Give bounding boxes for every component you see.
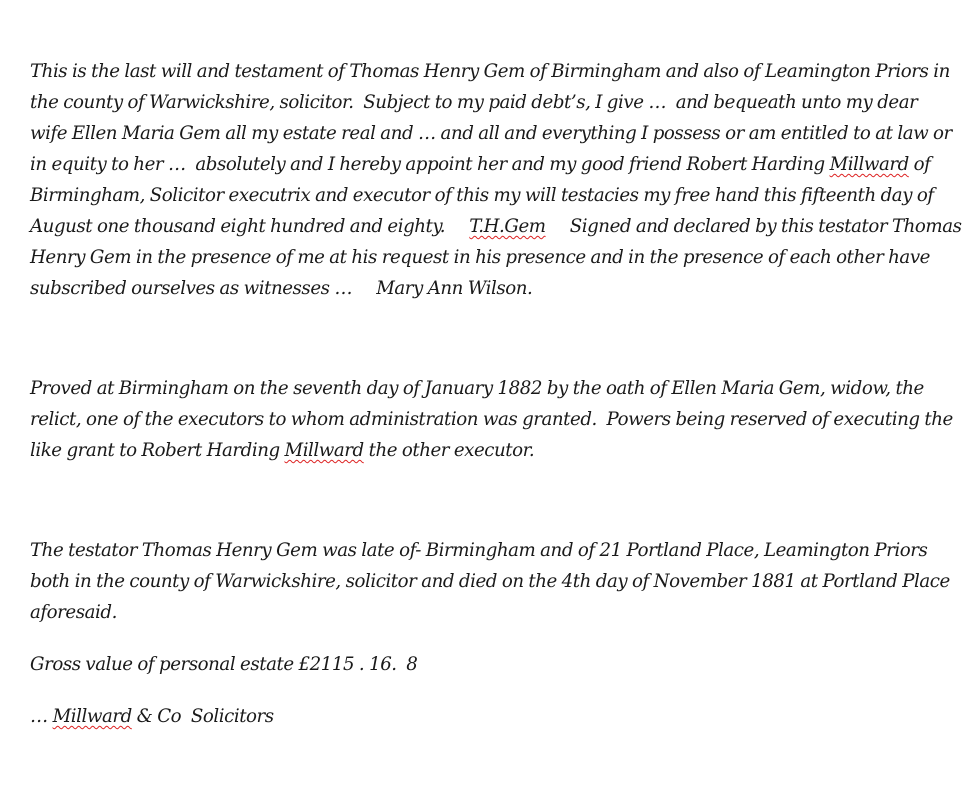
will-line-3: wife Ellen Maria Gem all my estate real and … and all and everything I possess or am entitled to at law or (30, 123, 952, 144)
will-line-2: the county of Warwickshire, solicitor. Subject to my paid debt’s, I give … and bequeath unto my dear (30, 92, 918, 113)
testator-line-3: aforesaid. (30, 602, 117, 623)
solicitors-prefix: … (30, 706, 53, 727)
solicitors-suffix: & Co Solicitors (131, 706, 274, 727)
will-line-1: This is the last will and testament of Thomas Henry Gem of Birmingham and also of Leamington Priors in (30, 61, 950, 82)
will-line-7: Henry Gem in the presence of me at his request in his presence and in the presence of each other have (30, 247, 930, 268)
probate-line-3-end: the other executor. (363, 440, 535, 461)
paragraph-spacer (30, 628, 935, 649)
paragraph-spacer (30, 680, 935, 701)
solicitors-line (30, 701, 935, 732)
probate-line-1: Proved at Birmingham on the seventh day of January 1882 by the oath of Ellen Maria Gem, widow, the (30, 378, 924, 399)
will-line-6-end: Signed and declared by this testator Thomas (545, 216, 962, 237)
paragraph-spacer (30, 466, 935, 535)
document-page (30, 56, 962, 732)
signature-initials[interactable]: T.H.Gem (469, 216, 546, 237)
will-line-4-end: of (908, 154, 931, 175)
will-paragraph (30, 56, 962, 304)
testator-paragraph (30, 535, 950, 628)
will-line-6 (30, 211, 962, 242)
will-line-4-text: in equity to her … absolutely and I hereby appoint her and my good friend Robert Harding (30, 154, 830, 175)
will-line-8: subscribed ourselves as witnesses … Mary Ann Wilson. (30, 278, 533, 299)
testator-line-1: The testator Thomas Henry Gem was late of- Birmingham and of 21 Portland Place, Leamington Priors (30, 540, 928, 561)
probate-line-3 (30, 435, 935, 466)
testator-line-2: both in the county of Warwickshire, solicitor and died on the 4th day of November 1881 at Portland Place (30, 571, 950, 592)
probate-paragraph (30, 373, 953, 466)
probate-line-3-text: like grant to Robert Harding (30, 440, 285, 461)
probate-line-2: relict, one of the executors to whom administration was granted. Powers being reserved of executing the (30, 409, 953, 430)
gross-value-line: Gross value of personal estate £2115 . 16. 8 (30, 654, 418, 675)
spellcheck-word-millward[interactable]: Millward (52, 706, 132, 727)
spellcheck-word-millward[interactable]: Millward (284, 440, 364, 461)
will-line-6-text: August one thousand eight hundred and eighty. (30, 216, 470, 237)
will-line-4 (30, 149, 935, 180)
paragraph-spacer (30, 304, 935, 373)
will-line-5: Birmingham, Solicitor executrix and executor of this my will testacies my free hand this fifteenth day of (30, 185, 934, 206)
spellcheck-word-millward[interactable]: Millward (829, 154, 909, 175)
